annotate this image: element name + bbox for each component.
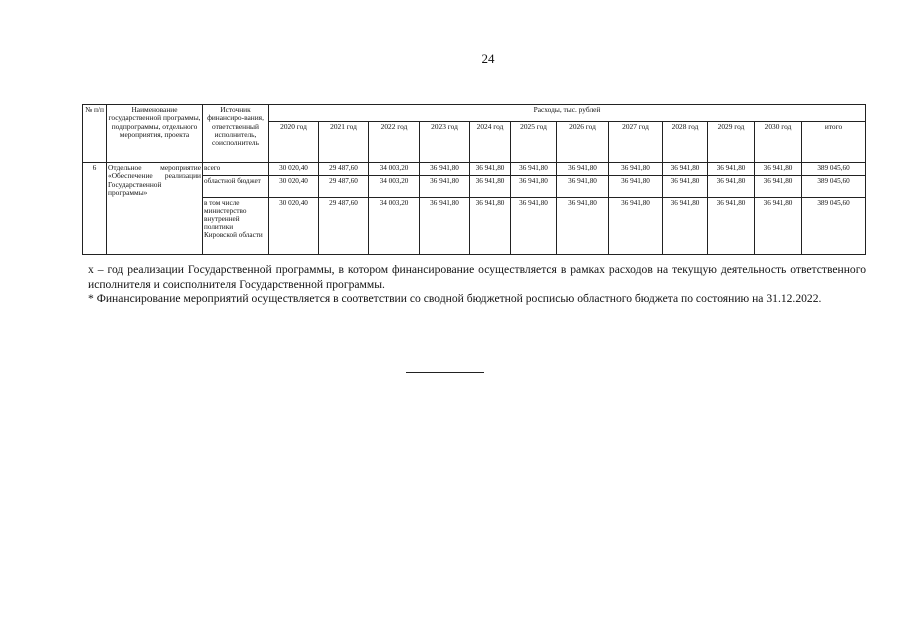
- table-cell: 29 487,60: [319, 163, 369, 176]
- closing-divider: [406, 372, 484, 373]
- table-row: [83, 163, 866, 176]
- page-number: 24: [481, 51, 495, 66]
- row-source: областной бюджет: [203, 176, 269, 198]
- table-cell: 30 020,40: [269, 198, 319, 255]
- header-year: 2030 год: [755, 122, 802, 163]
- table-cell: 36 941,80: [420, 176, 470, 198]
- table-cell: 36 941,80: [663, 176, 708, 198]
- table-cell: 36 941,80: [511, 198, 557, 255]
- header-name: Наименование государственной программы, подпрограммы, отдельного мероприятия, проекта: [107, 105, 203, 163]
- table-cell: 36 941,80: [420, 163, 470, 176]
- table-cell: 36 941,80: [557, 198, 609, 255]
- table-cell: 389 045,60: [802, 163, 866, 176]
- table-cell: 389 045,60: [802, 176, 866, 198]
- header-year: 2022 год: [369, 122, 420, 163]
- table-cell: 36 941,80: [609, 198, 663, 255]
- header-num: № п/п: [83, 105, 107, 163]
- header-year: 2025 год: [511, 122, 557, 163]
- table-cell: 36 941,80: [420, 198, 470, 255]
- header-year: 2028 год: [663, 122, 708, 163]
- header-year: 2029 год: [708, 122, 755, 163]
- header-year: 2026 год: [557, 122, 609, 163]
- table-cell: 34 003,20: [369, 176, 420, 198]
- table-cell: 36 941,80: [663, 198, 708, 255]
- table-cell: 36 941,80: [755, 176, 802, 198]
- table-cell: 36 941,80: [511, 163, 557, 176]
- header-year: 2023 год: [420, 122, 470, 163]
- table-cell: 34 003,20: [369, 198, 420, 255]
- table-cell: 36 941,80: [609, 176, 663, 198]
- header-expenses: Расходы, тыс. рублей: [269, 105, 866, 122]
- header-year: 2021 год: [319, 122, 369, 163]
- table-cell: 36 941,80: [609, 163, 663, 176]
- row-num: 6: [83, 163, 107, 255]
- row-name: Отдельное мероприятие «Обеспечение реализации Государственной программы»: [107, 163, 203, 255]
- table-cell: 36 941,80: [470, 176, 511, 198]
- table-cell: 30 020,40: [269, 176, 319, 198]
- budget-table: [82, 104, 866, 255]
- table-cell: 36 941,80: [511, 176, 557, 198]
- table-cell: 389 045,60: [802, 198, 866, 255]
- header-year: 2020 год: [269, 122, 319, 163]
- footnote-asterisk: * Финансирование мероприятий осуществляется в соответствии со сводной бюджетной росписью областного бюджета по состоянию на 31.12.2022.: [88, 292, 822, 306]
- footnotes: [88, 263, 866, 307]
- table-cell: 36 941,80: [755, 163, 802, 176]
- header-year: 2024 год: [470, 122, 511, 163]
- row-source: в том числе министерство внутренней политики Кировской области: [203, 198, 269, 255]
- table-cell: 36 941,80: [708, 163, 755, 176]
- table-cell: 34 003,20: [369, 163, 420, 176]
- table-cell: 36 941,80: [470, 163, 511, 176]
- header-total: итого: [802, 122, 866, 163]
- table-cell: 29 487,60: [319, 176, 369, 198]
- table-cell: 29 487,60: [319, 198, 369, 255]
- table-cell: 36 941,80: [663, 163, 708, 176]
- table-cell: 36 941,80: [755, 198, 802, 255]
- table-cell: 36 941,80: [557, 176, 609, 198]
- table-cell: 36 941,80: [557, 163, 609, 176]
- table-cell: 30 020,40: [269, 163, 319, 176]
- table-cell: 36 941,80: [708, 176, 755, 198]
- footnote-x: x – год реализации Государственной программы, в котором финансирование осуществляется в рамках расходов на текущую деятельность ответственного исполнителя и соисполнителя Государственной программы.: [88, 263, 866, 291]
- table-cell: 36 941,80: [708, 198, 755, 255]
- header-source: Источник финансиро-вания, ответственный исполнитель, соисполнитель: [203, 105, 269, 163]
- row-source: всего: [203, 163, 269, 176]
- table-cell: 36 941,80: [470, 198, 511, 255]
- header-year: 2027 год: [609, 122, 663, 163]
